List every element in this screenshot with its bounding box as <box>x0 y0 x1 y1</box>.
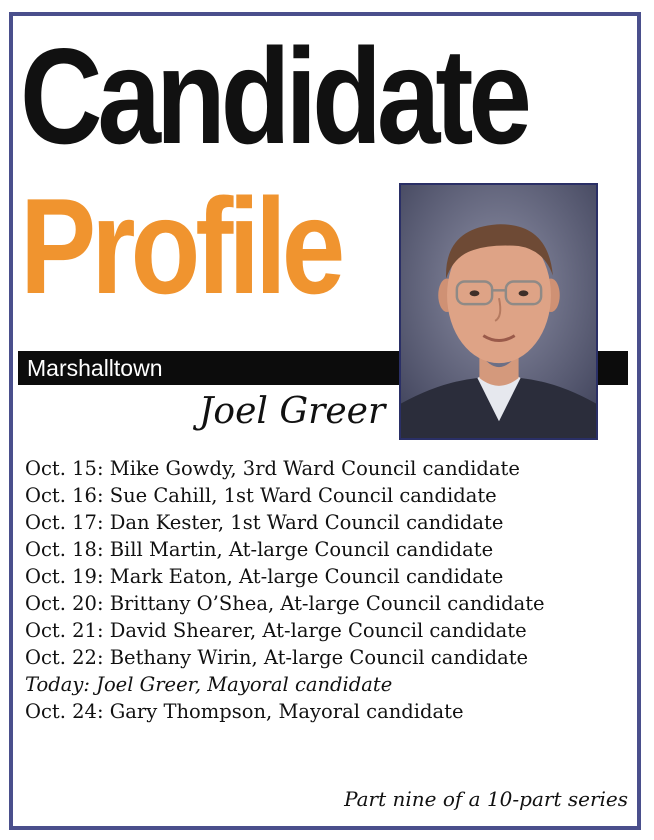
headline-profile: Profile <box>20 170 341 322</box>
schedule-item: Oct. 21: David Shearer, At-large Council candidate <box>25 619 527 642</box>
schedule-item-today: Today: Joel Greer, Mayoral candidate <box>25 673 393 696</box>
schedule-item: Oct. 22: Bethany Wirin, At-large Council candidate <box>25 646 529 669</box>
candidate-photo <box>399 183 598 440</box>
location-label: Marshalltown <box>27 355 163 381</box>
series-schedule <box>25 455 545 725</box>
schedule-item: Oct. 20: Brittany O’Shea, At-large Council candidate <box>25 592 545 615</box>
schedule-item: Oct. 19: Mark Eaton, At-large Council candidate <box>25 565 504 588</box>
schedule-item: Oct. 16: Sue Cahill, 1st Ward Council candidate <box>25 484 497 507</box>
candidate-name: Joel Greer <box>199 391 386 432</box>
series-note: Part nine of a 10-part series <box>344 787 628 811</box>
schedule-item: Oct. 18: Bill Martin, At-large Council candidate <box>25 538 494 561</box>
schedule-item: Oct. 17: Dan Kester, 1st Ward Council candidate <box>25 511 504 534</box>
schedule-item: Oct. 15: Mike Gowdy, 3rd Ward Council candidate <box>25 457 520 480</box>
portrait-image <box>401 185 596 438</box>
headline-candidate: Candidate <box>20 20 527 172</box>
schedule-item: Oct. 24: Gary Thompson, Mayoral candidate <box>25 700 464 723</box>
